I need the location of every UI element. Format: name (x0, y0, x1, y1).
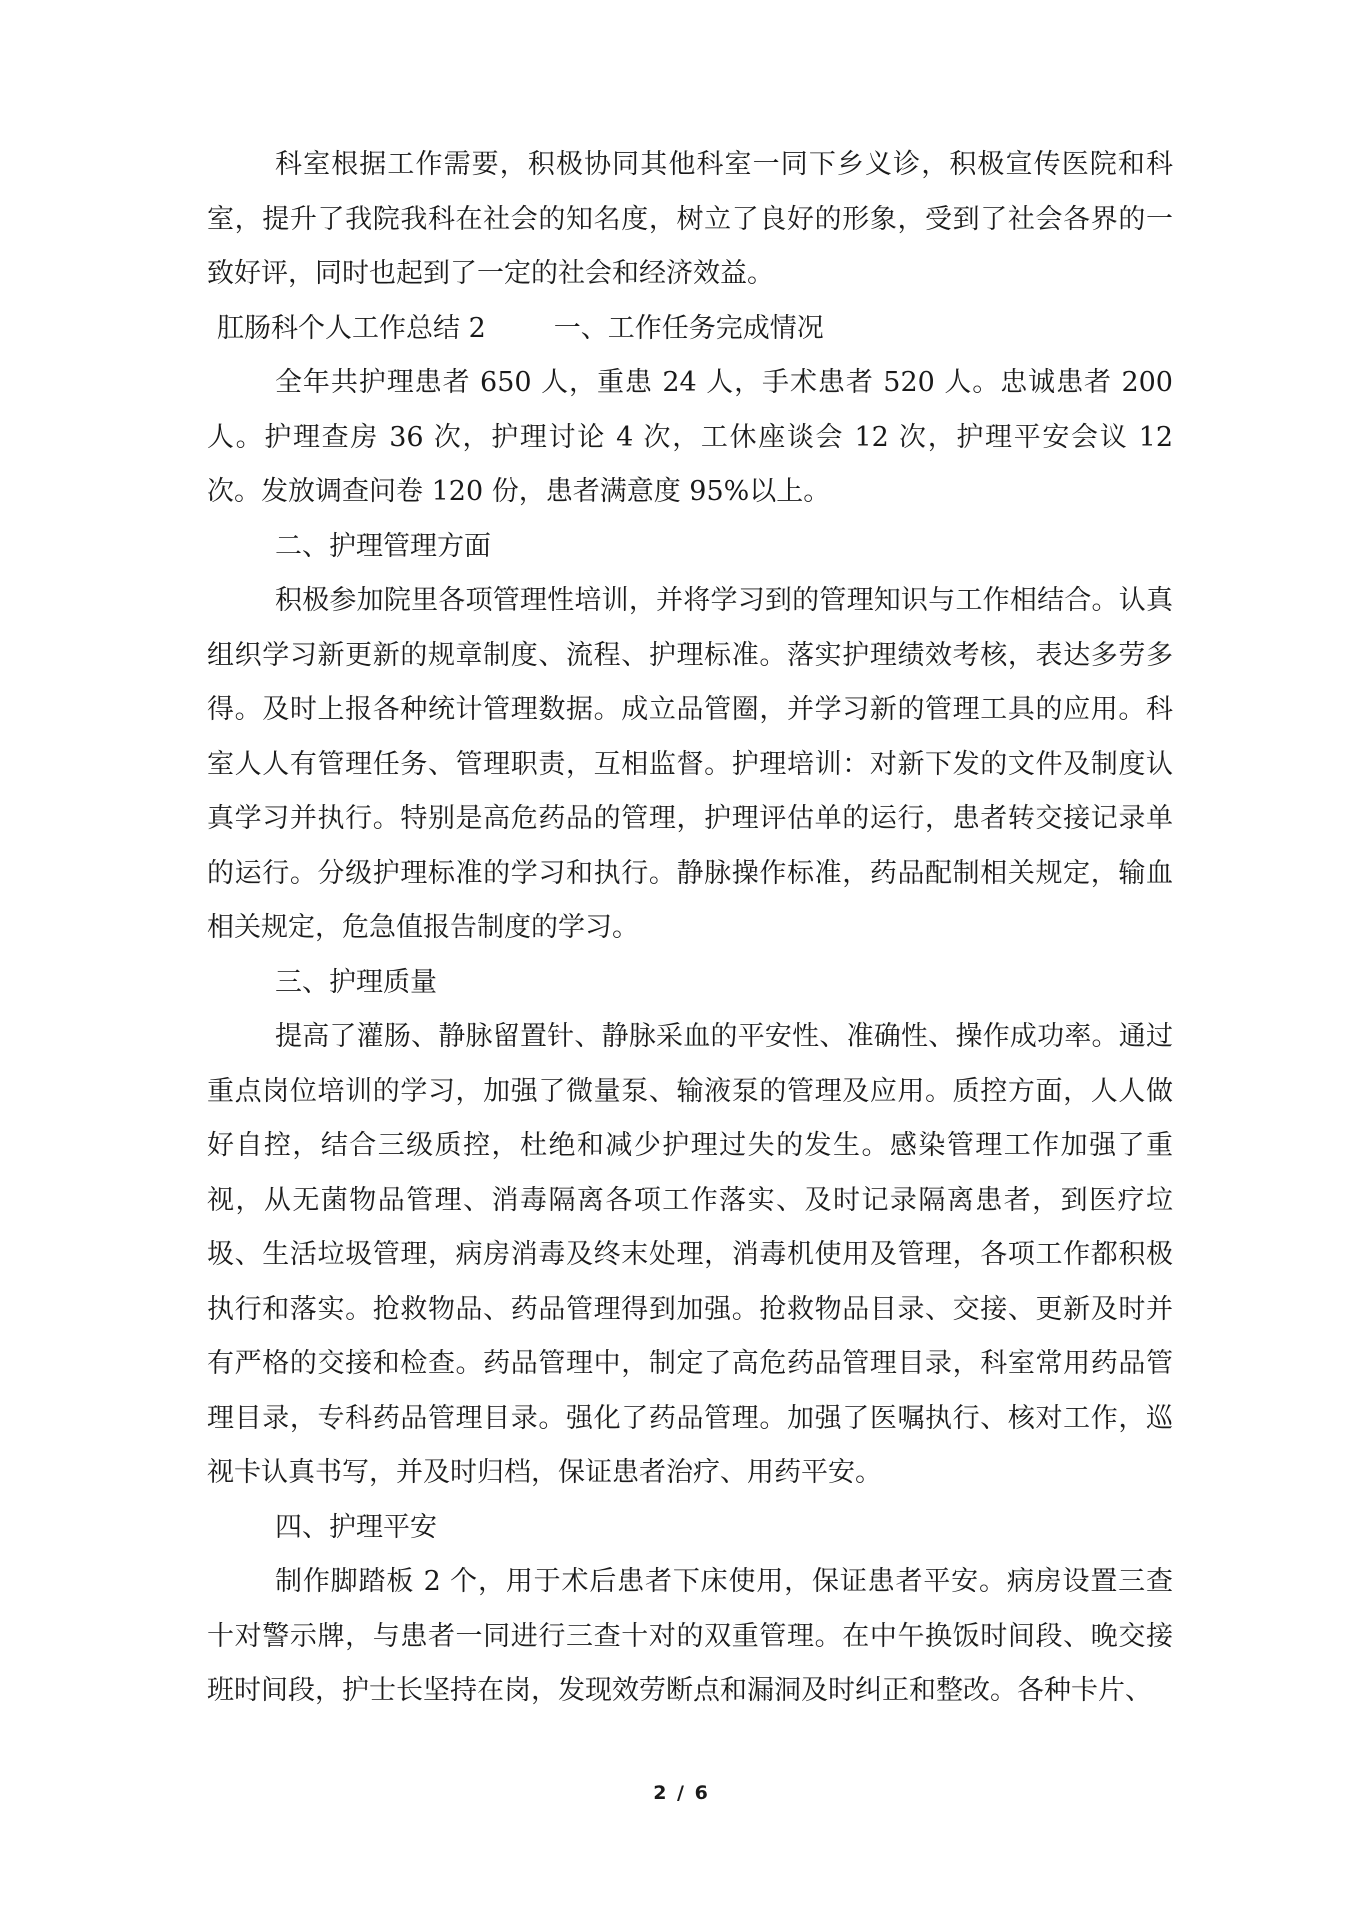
paragraph-nursing-safety: 制作脚踏板 2 个，用于术后患者下床使用，保证患者平安。病房设置三查十对警示牌，与患者一同进行三查十对的双重管理。在中午换饭时间段、晚交接班时间段，护士长坚持在岗，发现效劳断点和漏洞及时纠正和整改。各种卡片、 (207, 1566, 1173, 1706)
section-heading-nursing-safety: 四、护理平安 (275, 1511, 437, 1543)
page-number: 2 / 6 (653, 1782, 710, 1804)
document-title: 肛肠科个人工作总结 2 (217, 312, 486, 344)
document-body (207, 138, 1173, 1719)
paragraph-nursing-quality: 提高了灌肠、静脉留置针、静脉采血的平安性、准确性、操作成功率。通过重点岗位培训的学习，加强了微量泵、输液泵的管理及应用。质控方面，人人做好自控，结合三级质控，杜绝和减少护理过失的发生。感染管理工作加强了重视，从无菌物品管理、消毒隔离各项工作落实、及时记录隔离患者，到医疗垃圾、生活垃圾管理，病房消毒及终末处理，消毒机使用及管理，各项工作都积极执行和落实。抢救物品、药品管理得到加强。抢救物品目录、交接、更新及时并有严格的交接和检查。药品管理中，制定了高危药品管理目录，科室常用药品管理目录，专科药品管理目录。强化了药品管理。加强了医嘱执行、核对工作，巡视卡认真书写，并及时归档，保证患者治疗、用药平安。 (207, 1021, 1173, 1488)
section-heading-task-completion: 一、工作任务完成情况 (553, 312, 824, 344)
paragraph-task-statistics: 全年共护理患者 650 人，重患 24 人，手术患者 520 人。忠诚患者 200 人。护理查房 36 次，护理讨论 4 次，工休座谈会 12 次，护理平安会议 12 次。发放调查问卷 120 份，患者满意度 95%以上。 (207, 367, 1173, 507)
document-title-line (207, 302, 1173, 357)
section-heading-nursing-quality: 三、护理质量 (275, 966, 437, 998)
section-heading-nursing-management: 二、护理管理方面 (275, 530, 491, 562)
paragraph-outreach: 科室根据工作需要，积极协同其他科室一同下乡义诊，积极宣传医院和科室，提升了我院我科在社会的知名度，树立了良好的形象，受到了社会各界的一致好评，同时也起到了一定的社会和经济效益。 (207, 149, 1173, 289)
paragraph-nursing-management: 积极参加院里各项管理性培训，并将学习到的管理知识与工作相结合。认真组织学习新更新的规章制度、流程、护理标准。落实护理绩效考核，表达多劳多得。及时上报各种统计管理数据。成立品管圈，并学习新的管理工具的应用。科室人人有管理任务、管理职责，互相监督。护理培训：对新下发的文件及制度认真学习并执行。特别是高危药品的管理，护理评估单的运行，患者转交接记录单的运行。分级护理标准的学习和执行。静脉操作标准，药品配制相关规定，输血相关规定，危急值报告制度的学习。 (207, 585, 1173, 943)
